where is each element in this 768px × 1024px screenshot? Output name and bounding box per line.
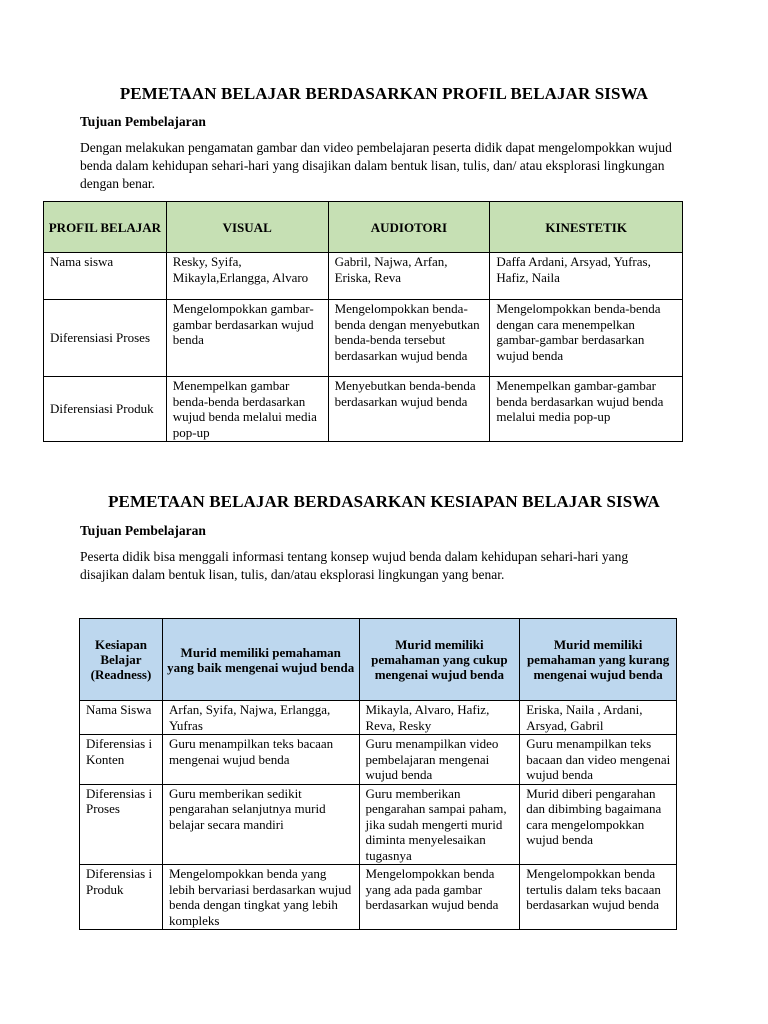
row-label: Diferensias i Proses: [80, 784, 163, 865]
table-row: [80, 735, 677, 785]
table-cell: Menempelkan gambar-gambar benda berdasarkan wujud benda melalui media pop-up: [490, 377, 683, 442]
table-cell: Mengelompokkan benda yang ada pada gambar berdasarkan wujud benda: [359, 865, 520, 930]
table-row: [44, 300, 683, 377]
table-cell: Mengelompokkan benda-benda dengan cara menempelkan gambar-gambar berdasarkan wujud benda: [490, 300, 683, 377]
table-cell: Murid diberi pengarahan dan dibimbing bagaimana cara mengelompokkan wujud benda: [520, 784, 677, 865]
section1-subtitle: Tujuan Pembelajaran: [80, 114, 206, 129]
table-header-row: [44, 202, 683, 253]
header-cell: AUDIOTORI: [328, 202, 490, 253]
table-header-row: [80, 619, 677, 701]
table-row: [80, 865, 677, 930]
table-cell: Guru memberikan pengarahan sampai paham, jika sudah mengerti murid diminta menyelesaikan tugasnya: [359, 784, 520, 865]
table-row: [44, 377, 683, 442]
table-cell: Guru menampilkan video pembelajaran mengenai wujud benda: [359, 735, 520, 785]
section2-title: PEMETAAN BELAJAR BERDASARKAN KESIAPAN BELAJAR SISWA: [108, 492, 660, 511]
section1-title: PEMETAAN BELAJAR BERDASARKAN PROFIL BELAJAR SISWA: [119, 84, 649, 103]
header-cell: Murid memiliki pemahaman yang kurang mengenai wujud benda: [520, 619, 677, 701]
table-cell: Mengelompokkan benda tertulis dalam teks bacaan berdasarkan wujud benda: [520, 865, 677, 930]
section2-subtitle: Tujuan Pembelajaran: [80, 523, 206, 538]
table-cell: Mengelompokkan gambar-gambar berdasarkan wujud benda: [166, 300, 328, 377]
table-cell: Menempelkan gambar benda-benda berdasarkan wujud benda melalui media pop-up: [166, 377, 328, 442]
row-label: Diferensias i Produk: [80, 865, 163, 930]
row-label: Diferensiasi Produk: [44, 377, 167, 442]
table-cell: Guru menampilkan teks bacaan dan video mengenai wujud benda: [520, 735, 677, 785]
row-label: Diferensiasi Proses: [44, 300, 167, 377]
header-cell: Murid memiliki pemahaman yang baik mengenai wujud benda: [162, 619, 359, 701]
table-cell: Mikayla, Alvaro, Hafiz, Reva, Resky: [359, 701, 520, 735]
table-cell: Eriska, Naila , Ardani, Arsyad, Gabril: [520, 701, 677, 735]
section1-paragraph: Dengan melakukan pengamatan gambar dan video pembelajaran peserta didik dapat mengelompokkan wujud benda dalam kehidupan sehari-hari yang disajikan dalam bentuk lisan, tulis, dan/ atau eksplorasi lingkungan dengan benar.: [80, 140, 672, 191]
row-label: Nama siswa: [44, 253, 167, 300]
learning-profile-table: [43, 201, 683, 442]
table-cell: Guru memberikan sedikit pengarahan selanjutnya murid belajar secara mandiri: [162, 784, 359, 865]
table-cell: Menyebutkan benda-benda berdasarkan wujud benda: [328, 377, 490, 442]
header-cell: KINESTETIK: [490, 202, 683, 253]
table-cell: Mengelompokkan benda yang lebih bervariasi berdasarkan wujud benda dengan tingkat yang lebih kompleks: [162, 865, 359, 930]
table-row: [80, 784, 677, 865]
header-cell: Kesiapan Belajar (Readness): [80, 619, 163, 701]
header-cell: Murid memiliki pemahaman yang cukup mengenai wujud benda: [359, 619, 520, 701]
table-cell: Mengelompokkan benda-benda dengan menyebutkan benda-benda tersebut berdasarkan wujud benda: [328, 300, 490, 377]
table-cell: Daffa Ardani, Arsyad, Yufras, Hafiz, Naila: [490, 253, 683, 300]
table-row: [80, 701, 677, 735]
header-cell: VISUAL: [166, 202, 328, 253]
row-label: Diferensias i Konten: [80, 735, 163, 785]
table-cell: Resky, Syifa, Mikayla,Erlangga, Alvaro: [166, 253, 328, 300]
row-label: Nama Siswa: [80, 701, 163, 735]
table-cell: Arfan, Syifa, Najwa, Erlangga, Yufras: [162, 701, 359, 735]
header-cell: PROFIL BELAJAR: [44, 202, 167, 253]
section2-paragraph: Peserta didik bisa menggali informasi tentang konsep wujud benda dalam kehidupan sehari-hari yang disajikan dalam bentuk lisan, tulis, dan/atau eksplorasi lingkungan yang benar.: [80, 549, 629, 582]
table-cell: Guru menampilkan teks bacaan mengenai wujud benda: [162, 735, 359, 785]
table-cell: Gabril, Najwa, Arfan, Eriska, Reva: [328, 253, 490, 300]
table-row: [44, 253, 683, 300]
learning-readiness-table: [79, 618, 677, 930]
